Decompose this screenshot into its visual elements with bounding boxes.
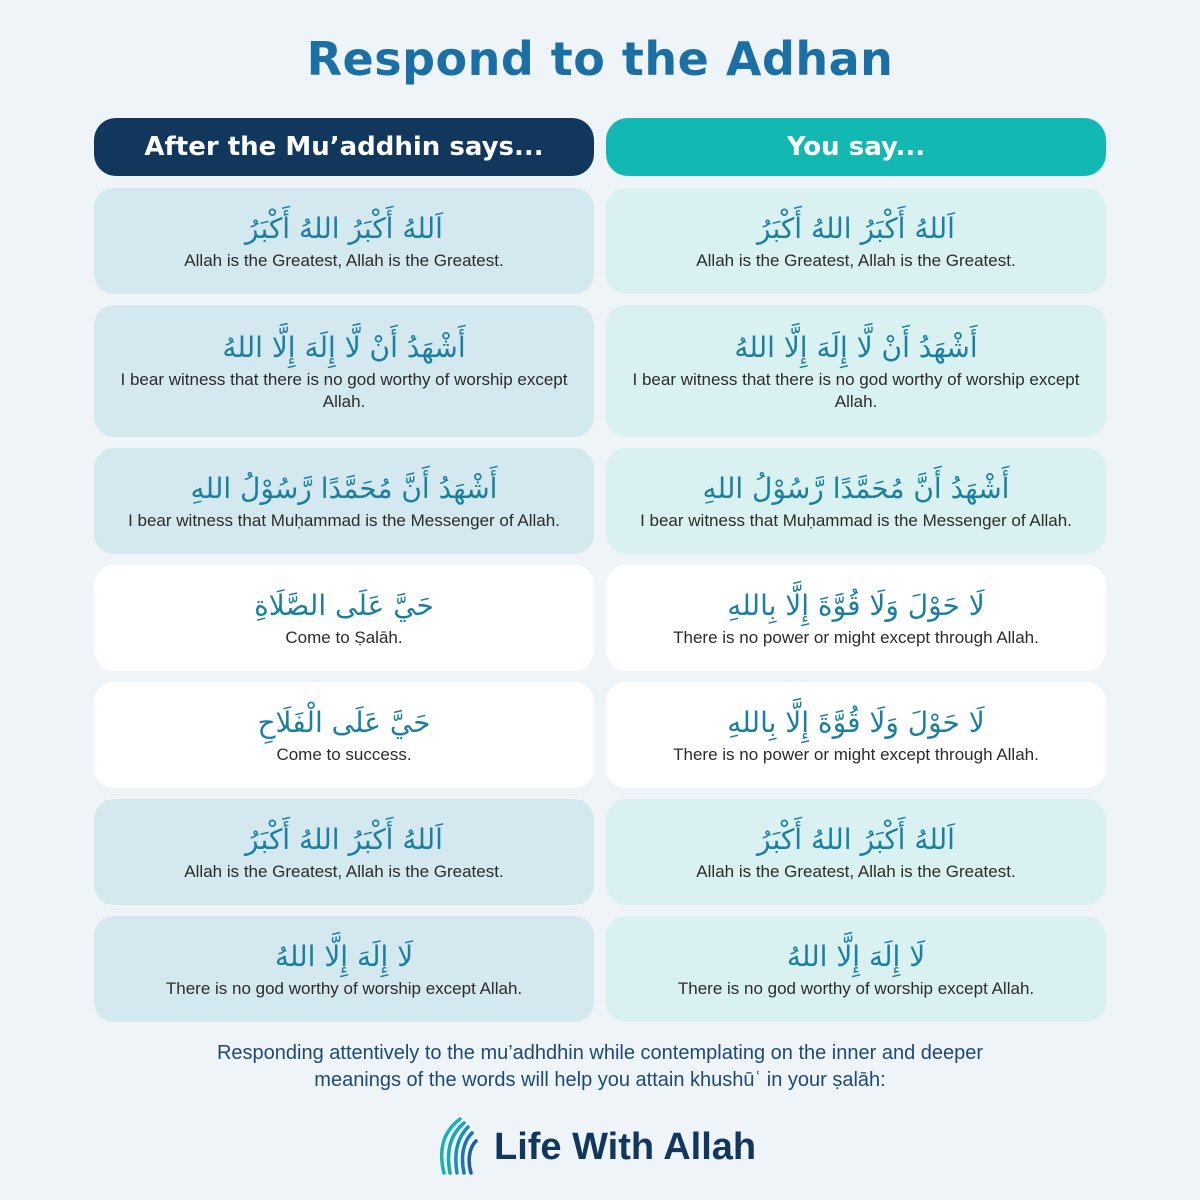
muaddhin-column (94, 118, 594, 998)
arabic-text: لَا حَوْلَ وَلَا قُوَّةَ إِلَّا بِاللهِ (727, 589, 985, 622)
phrase-card (94, 682, 594, 788)
translation-text: I bear witness that Muḥammad is the Messenger of Allah. (640, 511, 1072, 530)
translation-text: There is no power or might except through Allah. (673, 745, 1039, 764)
response-card (606, 799, 1106, 905)
arabic-text: لَا إِلَهَ إِلَّا اللهُ (274, 940, 414, 973)
arabic-text: أَشْهَدُ أَنْ لَّا إِلَهَ إِلَّا اللهُ (734, 331, 978, 364)
arabic-text: اَللهُ أَكْبَرُ اللهُ أَكْبَرُ (245, 212, 443, 245)
translation-text: I bear witness that there is no god worthy of worship except Allah. (632, 370, 1080, 411)
arabic-text: أَشْهَدُ أَنَّ مُحَمَّدًا رَّسُوْلُ اللهِ (190, 472, 498, 505)
arabic-text: اَللهُ أَكْبَرُ اللهُ أَكْبَرُ (245, 823, 443, 856)
footer-line-1: Responding attentively to the mu’adhdhin while contemplating on the inner and deeper (216, 1042, 984, 1064)
translation-text: Allah is the Greatest, Allah is the Greatest. (696, 862, 1016, 881)
arabic-text: لَا حَوْلَ وَلَا قُوَّةَ إِلَّا بِاللهِ (727, 706, 985, 739)
response-card (606, 916, 1106, 1022)
response-card (606, 188, 1106, 294)
translation-text: There is no god worthy of worship except Allah. (677, 979, 1035, 998)
translation-text: There is no god worthy of worship except Allah. (165, 979, 523, 998)
footer-note (0, 1040, 1200, 1094)
translation-text: Allah is the Greatest, Allah is the Greatest. (696, 251, 1016, 270)
arabic-text: أَشْهَدُ أَنَّ مُحَمَّدًا رَّسُوْلُ اللهِ (702, 472, 1010, 505)
arabic-text: حَيَّ عَلَى الصَّلَاةِ (254, 589, 434, 622)
response-card (606, 448, 1106, 554)
response-column (606, 118, 1106, 998)
brand-name: Life With Allah (494, 1125, 757, 1168)
translation-text: I bear witness that Muḥammad is the Messenger of Allah. (128, 511, 560, 530)
column-header-muaddhin: After the Mu’addhin says... (94, 118, 594, 176)
translation-text: There is no power or might except through Allah. (673, 628, 1039, 647)
response-card (606, 305, 1106, 437)
response-card (606, 682, 1106, 788)
phrase-card (94, 188, 594, 294)
translation-text: Allah is the Greatest, Allah is the Greatest. (184, 251, 504, 270)
brand-logo (430, 1112, 756, 1182)
phrase-card (94, 916, 594, 1022)
arabic-text: أَشْهَدُ أَنْ لَّا إِلَهَ إِلَّا اللهُ (222, 331, 466, 364)
phrase-card (94, 305, 594, 437)
arabic-text: لَا إِلَهَ إِلَّا اللهُ (786, 940, 926, 973)
column-header-response: You say... (606, 118, 1106, 176)
phrase-card (94, 799, 594, 905)
translation-text: Come to Ṣalāh. (285, 628, 403, 647)
translation-text: I bear witness that there is no god worthy of worship except Allah. (120, 370, 568, 411)
leaf-logo-icon (430, 1115, 486, 1179)
arabic-text: اَللهُ أَكْبَرُ اللهُ أَكْبَرُ (757, 823, 955, 856)
phrase-card (94, 565, 594, 671)
arabic-text: اَللهُ أَكْبَرُ اللهُ أَكْبَرُ (757, 212, 955, 245)
translation-text: Come to success. (276, 745, 412, 764)
footer-line-2: meanings of the words will help you attain khushūʿ in your ṣalāh: (314, 1069, 886, 1091)
response-card (606, 565, 1106, 671)
arabic-text: حَيَّ عَلَى الْفَلَاحِ (257, 706, 431, 739)
page-title: Respond to the Adhan (306, 32, 894, 86)
translation-text: Allah is the Greatest, Allah is the Greatest. (184, 862, 504, 881)
phrase-card (94, 448, 594, 554)
